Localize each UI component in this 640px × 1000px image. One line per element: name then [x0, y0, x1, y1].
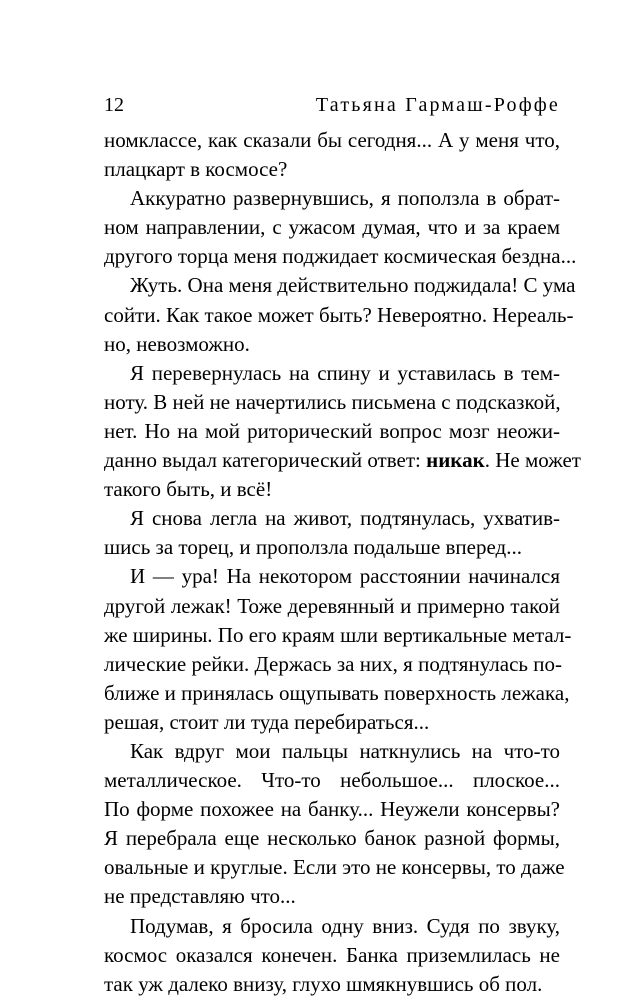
text-line: ноту. В ней не начертились письмена с подсказкой, — [104, 389, 561, 414]
text-line: космос оказался конечен. Банка приземлилась не — [104, 942, 560, 967]
emphasized-word: никак — [426, 448, 485, 473]
text-line: другого торца меня поджидает космическая бездна... — [104, 244, 577, 269]
text-segment: . Не может — [484, 448, 581, 473]
text-line: металлическое. Что-то небольшое... плоское... — [104, 768, 560, 793]
page-number: 12 — [104, 94, 124, 116]
text-line: сойти. Как такое может быть? Невероятно. Нереаль- — [104, 302, 574, 327]
text-line: другой лежак! Тоже деревянный и примерно такой — [104, 593, 560, 618]
text-line: Жуть. Она меня действительно поджидала! С ума — [130, 273, 576, 298]
paragraph — [104, 359, 581, 504]
text-line: ном направлении, с ужасом думая, что и за краем — [104, 215, 560, 240]
text-line: номклассе, как сказали бы сегодня... А у меня что, — [104, 128, 560, 152]
text-line: По форме похожее на банку... Неужели консервы? — [104, 797, 560, 822]
text-line: так уж далеко внизу, глухо шмякнувшись об пол. — [104, 971, 543, 996]
text-line: Я перевернулась на спину и уставилась в тем- — [130, 360, 560, 385]
text-line: Я перебрала еще несколько банок разной формы, — [104, 826, 560, 851]
text-line: такого быть, и всё! — [104, 477, 273, 502]
paragraph — [104, 737, 565, 912]
text-line: ближе и принялась ощупывать поверхность лежака, — [104, 680, 570, 705]
text-line: Аккуратно развернувшись, я поползла в обрат- — [130, 186, 560, 211]
paragraph — [104, 562, 572, 737]
text-line: лические рейки. Держась за них, я подтянулась по- — [104, 651, 562, 676]
running-head-author: Татьяна Гармаш-Роффе — [315, 94, 560, 116]
text-segment: данно выдал категорический ответ: — [104, 448, 427, 473]
text-line: плацкарт в космосе? — [104, 157, 288, 182]
text-line: шись за торец, и проползла подальше вперед... — [104, 535, 522, 560]
paragraph — [104, 912, 560, 999]
text-line: нет. Но на мой риторический вопрос мозг неожи- — [104, 418, 560, 443]
paragraph — [104, 271, 576, 358]
text-line: Подумав, я бросила одну вниз. Судя по звуку, — [130, 913, 560, 938]
text-line: но, невозможно. — [104, 331, 250, 356]
text-line: овальные и круглые. Если это не консервы, то даже — [104, 855, 565, 880]
text-line: не представляю что... — [104, 884, 296, 909]
text-line: Я снова легла на живот, подтянулась, ухватив- — [130, 506, 560, 531]
paragraph — [104, 504, 560, 562]
paragraph — [104, 184, 577, 271]
running-header — [104, 92, 560, 122]
text-line: же ширины. По его краям шли вертикальные метал- — [104, 622, 572, 647]
book-page — [104, 92, 581, 999]
text-line: решая, стоит ли туда перебираться... — [104, 709, 430, 734]
body-text — [104, 126, 581, 999]
text-line: И — ура! На некотором расстоянии начинался — [130, 564, 560, 589]
text-line-with-emphasis — [104, 446, 581, 475]
text-line: Как вдруг мои пальцы наткнулись на что-то — [130, 738, 560, 763]
paragraph — [104, 126, 560, 184]
